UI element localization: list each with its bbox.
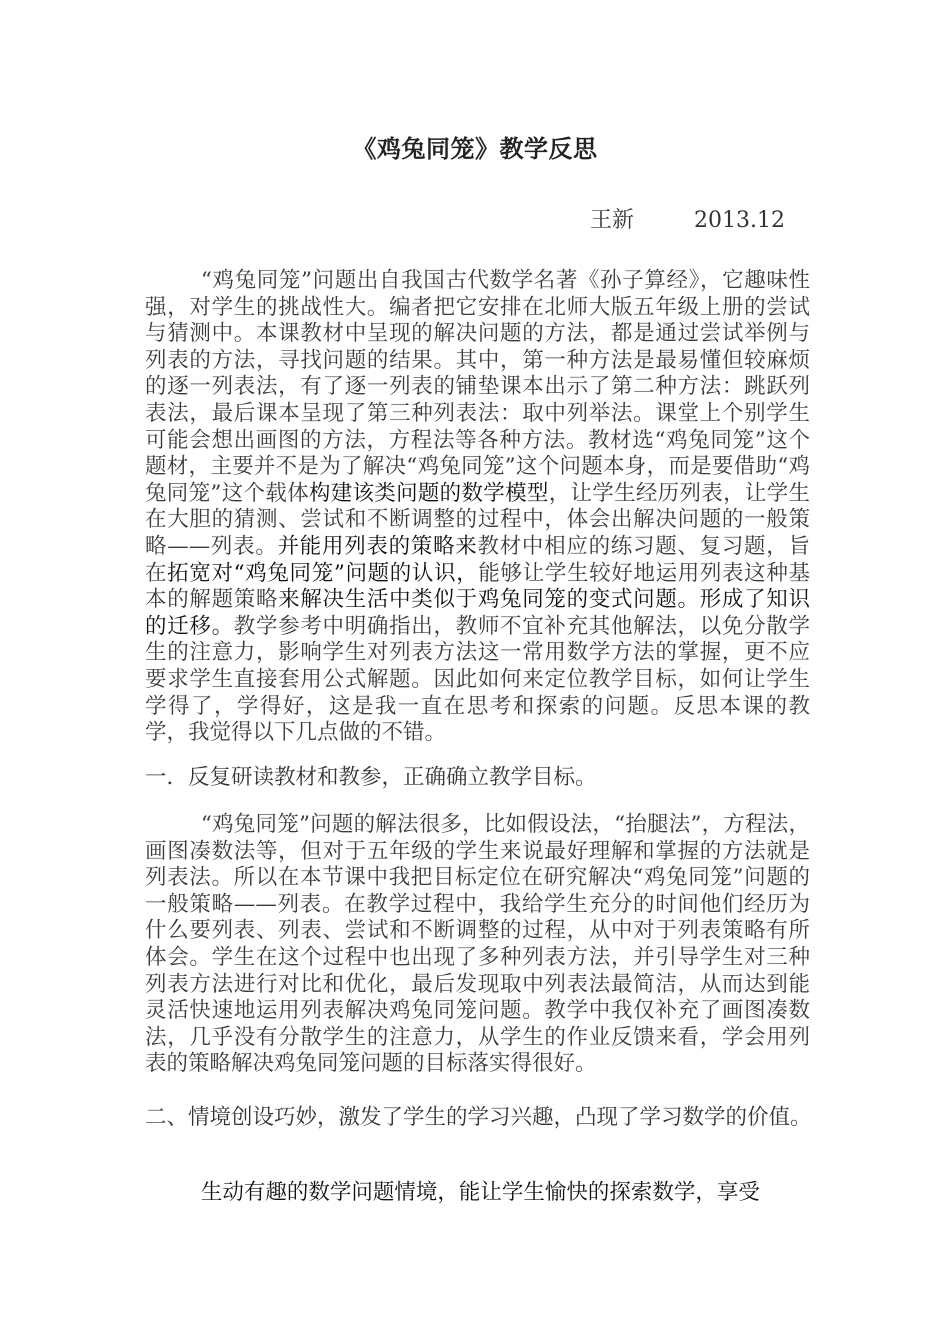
document-title: 《鸡兔同笼》教学反思 <box>352 134 598 163</box>
document-date: 2013.12 <box>694 208 785 233</box>
paragraph-text-emphasis: 来解决生活中类似于鸡兔同笼的变式问题。形成了知识的迁移。 <box>145 587 810 639</box>
paragraph-section-1: “鸡兔同笼”问题的解法很多，比如假设法，“抬腿法”，方程法，画图凑数法等，但对于五年级的学生来说最好理解和掌握的方法就是列表法。所以在本节课中我把目标定位在研究解决“鸡兔同笼”问题的一般策略——列表。在教学过程中，我给学生充分的时间他们经历为什么要列表、列表、尝试和不断调整的过程，从中对于列表策略有所体会。学生在这个过程中也出现了多种列表方法，并引导学生对三种列表方法进行对比和优化，最后发现取中列表法最简洁，从而达到能灵活快速地运用列表解决鸡兔同笼问题。教学中我仅补充了画图凑数法，几乎没有分散学生的注意力，从学生的作业反馈来看，学会用列表的策略解决鸡兔同笼问题的目标落实得很好。 <box>145 812 810 1077</box>
paragraph-section-2: 生动有趣的数学问题情境，能让学生愉快的探索数学，享受 <box>200 1180 760 1205</box>
paragraph-text: 教学参考中明确指出，教师不宜补充其他解法，以免分散学生的注意力，影响学生对列表方法这一常用数学方法的掌握，更不应要求学生直接套用公式解题。因此如何来定位教学目标，如何让学生学得了，学得好，这是我一直在思考和探索的问题。反思本课的教学，我觉得以下几点做的不错。 <box>145 613 810 746</box>
paragraph-text-emphasis: 拓宽对“鸡兔同笼”问题的认识， <box>167 560 479 586</box>
paragraph-text: ，让学生经历列表，让学生在大胆的猜测、尝试和不断调整的过程中，体会出解决问题的一般策略——列表。 <box>145 480 810 559</box>
section-heading-2: 二、情境创设巧妙，激发了学生的学习兴趣，凸现了学习数学的价值。 <box>145 1105 812 1130</box>
byline <box>590 206 785 236</box>
paragraph-text-emphasis: 构建该类问题的数学模型 <box>308 480 549 506</box>
paragraph-text: 教材中相应的练习题、复习题，旨在 <box>145 533 810 586</box>
section-heading-1: 一．反复研读教材和教参，正确确立教学目标。 <box>145 765 597 790</box>
paragraph-text: 能够让学生较好地运用列表这种基本的解题策略 <box>145 560 810 613</box>
paragraph-text-emphasis: 并能用列表的策略来 <box>277 533 478 559</box>
paragraph-intro <box>145 268 810 747</box>
author-name: 王新 <box>590 208 635 233</box>
paragraph-text: “鸡兔同笼”问题出自我国古代数学名著《孙子算经》，它趣味性强，对学生的挑战性大。编者把它安排在北师大版五年级上册的尝试与猜测中。本课教材中呈现的解决问题的方法，都是通过尝试举例与列表的方法，寻找问题的结果。其中，第一种方法是最易懂但较麻烦的逐一列表法，有了逐一列表的铺垫课本出示了第二种方法：跳跃列表法，最后课本呈现了第三种列表法：取中列举法。课堂上个别学生可能会想出画图的方法，方程法等各种方法。教材选“鸡兔同笼”这个题材，主要并不是为了解决“鸡兔同笼”这个问题本身，而是要借助“鸡兔同笼”这个载体 <box>145 268 810 506</box>
